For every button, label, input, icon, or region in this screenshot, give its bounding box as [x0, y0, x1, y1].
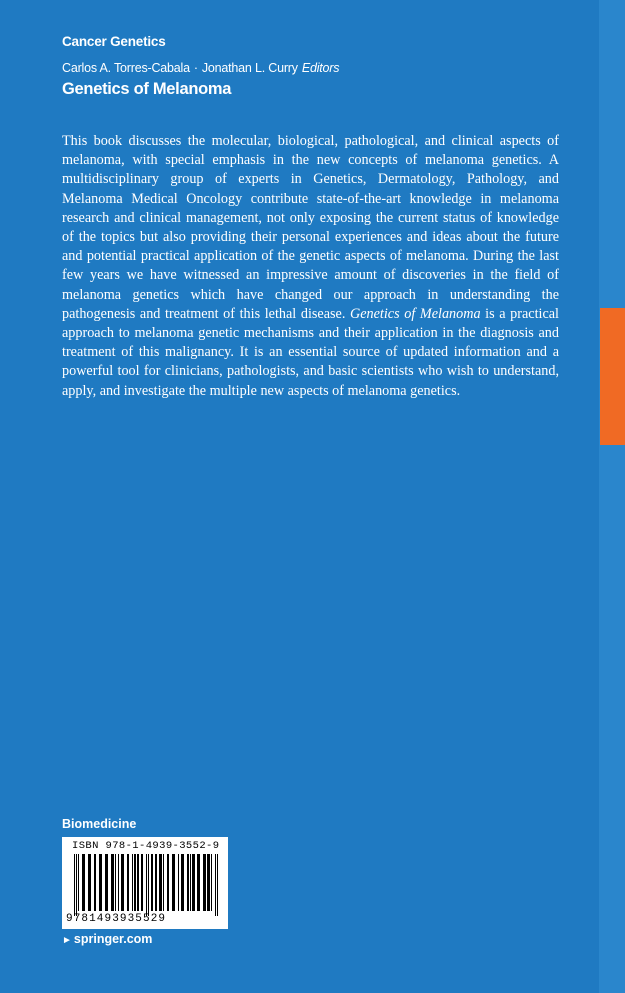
book-title: Genetics of Melanoma — [62, 80, 232, 98]
barcode-bar — [151, 854, 153, 911]
barcode-bar — [88, 854, 91, 911]
barcode-guard-bar — [74, 854, 75, 916]
barcode-bar — [203, 854, 206, 911]
description-italic-title: Genetics of Melanoma — [349, 305, 481, 322]
barcode-bar — [172, 854, 175, 911]
barcode-bar — [94, 854, 96, 911]
barcode-bar — [121, 854, 124, 911]
barcode-bar — [82, 854, 85, 911]
editor-name: Carlos A. Torres-Cabala — [62, 61, 190, 75]
barcode-bar — [159, 854, 162, 911]
barcode-bar — [111, 854, 114, 911]
barcode-guard-bar — [146, 854, 147, 916]
barcode-guard-bar — [215, 854, 216, 916]
series-name: Cancer Genetics — [62, 34, 166, 49]
barcode-bar — [127, 854, 129, 911]
barcode-guard-bar — [217, 854, 218, 916]
barcode-guard-bar — [76, 854, 77, 916]
barcode-bar — [155, 854, 157, 911]
barcode-bar — [190, 854, 191, 911]
description-text: This book discusses the molecular, biological, pathological, and clinical aspects of melanoma, with special emphasis in the new concepts of melanoma genetics. A multidisciplinary group of experts in Genetics, Dermatology, Pathology, and Melanoma Medical Oncology contribute state-of-the-art knowledge in melanoma research and clinical management, not only exposing the current status of knowledge of the topics but also providing their personal experiences and ideas about the future and potential practical application of the genetic aspects of melanoma. During the last few years we have witnessed an impressive amount of discoveries in the field of melanoma genetics which have changed our approach in understanding the pathogenesis and treatment of this lethal disease. — [62, 133, 559, 322]
editors-line — [62, 61, 339, 75]
barcode-bar — [181, 854, 184, 911]
spine-strip — [599, 0, 625, 993]
barcode-bar — [99, 854, 102, 911]
barcode-bar — [118, 854, 119, 911]
barcode-bar — [207, 854, 210, 911]
barcode-bar — [115, 854, 116, 911]
barcode-bar — [197, 854, 200, 911]
editor-name: Jonathan L. Curry — [201, 61, 298, 75]
spine-color-tab — [600, 308, 625, 445]
barcode-bar — [141, 854, 143, 911]
barcode-bar — [78, 854, 79, 911]
barcode-bar — [192, 854, 195, 911]
arrow-right-icon: ► — [62, 935, 72, 946]
barcode-bar — [163, 854, 164, 911]
website-url: springer.com — [73, 932, 153, 946]
isbn-label: ISBN 978-1-4939-3552-9 — [72, 840, 220, 852]
ean-digits: 9781493935529 — [66, 913, 167, 925]
barcode-guard-bar — [148, 854, 149, 916]
publisher-website[interactable] — [62, 932, 152, 946]
barcode-bar — [132, 854, 133, 911]
subject-category: Biomedicine — [62, 817, 137, 831]
barcode-bar — [211, 854, 212, 911]
barcode-bar — [105, 854, 108, 911]
editors-role: Editors — [301, 61, 340, 75]
barcode-bar — [137, 854, 139, 911]
description-text: is a practical approach to melanoma genetic mechanisms and their application in the diagnosis and treatment of this malignancy. It is an essential source of updated information and a powerful tool for clinicians, pathologists, and basic scientists who wish to understand, apply, and investigate the multiple new aspects of melanoma genetics. — [62, 305, 559, 399]
barcode-bar — [134, 854, 136, 911]
barcode-bar — [187, 854, 189, 911]
isbn-barcode — [62, 837, 228, 929]
book-description — [62, 132, 559, 401]
barcode-bar — [178, 854, 179, 911]
barcode-bar — [167, 854, 169, 911]
editor-separator: · — [193, 61, 198, 75]
